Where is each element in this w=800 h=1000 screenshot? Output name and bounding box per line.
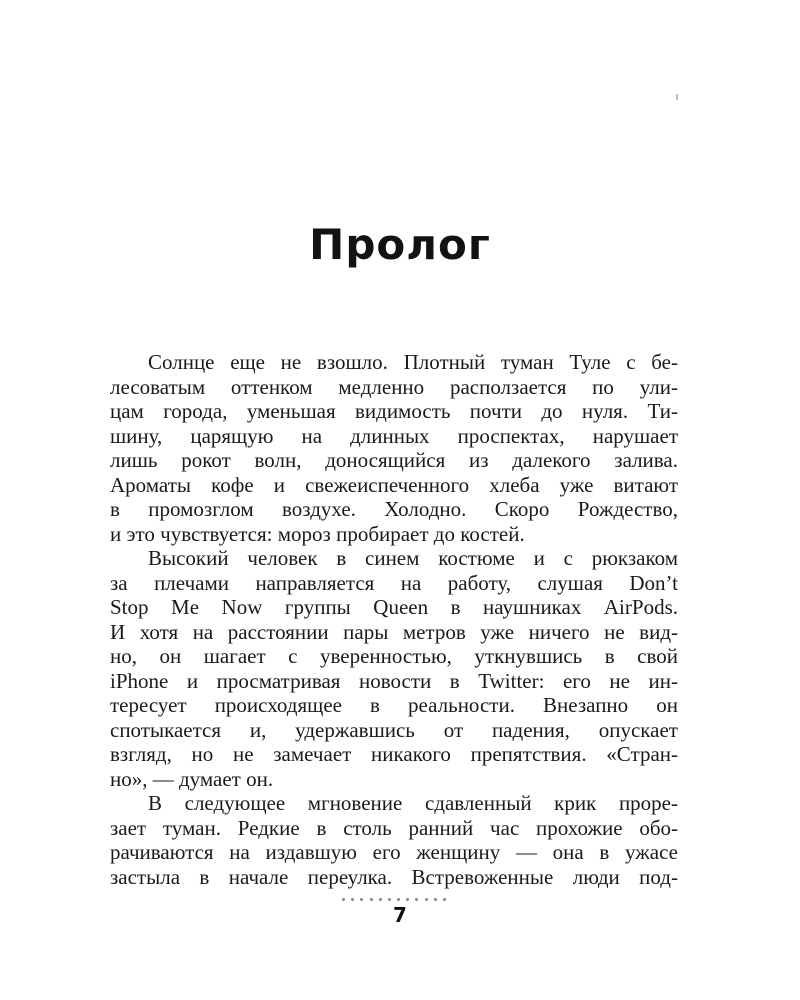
divider-dot: [397, 898, 400, 901]
divider-dot: [388, 898, 391, 901]
paragraph: [110, 546, 678, 791]
chapter-body: [110, 350, 678, 889]
text-line: шину, царящую на длинных проспектах, нарушает: [110, 423, 678, 448]
text-line: Stop Me Now группы Queen в наушниках AirPods.: [110, 595, 678, 619]
chapter-title: Пролог: [309, 220, 491, 269]
text-line: рачиваются на издавшую его женщину — она в ужасе: [110, 840, 678, 864]
divider-dot: [379, 898, 382, 901]
divider-dot: [370, 898, 373, 901]
text-line: И хотя на расстоянии пары метров уже ничего не вид-: [110, 619, 678, 644]
text-line: лишь рокот волн, доносящийся из далекого залива.: [110, 448, 678, 472]
divider-dot: [443, 898, 446, 901]
text-line: и это чувствуется: мороз пробирает до костей.: [110, 521, 525, 546]
text-line: зает туман. Редкие в столь ранний час прохожие обо-: [110, 815, 678, 840]
text-line: за плечами направляется на работу, слушая Don’t: [110, 570, 678, 595]
page-number: 7: [393, 903, 407, 927]
text-line: Высокий человек в синем костюме и с рюкзаком: [148, 546, 678, 570]
text-line: тересует происходящее в реальности. Внезапно он: [110, 693, 678, 717]
text-line: взгляд, но не замечает никакого препятствия. «Стран-: [110, 742, 678, 766]
text-line: Ароматы кофе и свежеиспеченного хлеба уже витают: [110, 472, 678, 497]
divider-dot: [434, 898, 437, 901]
text-line: в промозглом воздухе. Холодно. Скоро Рождество,: [110, 497, 678, 521]
text-line: Солнце еще не взошло. Плотный туман Туле с бе-: [148, 350, 678, 374]
text-line: но, он шагает с уверенностью, уткнувшись в свой: [110, 644, 678, 668]
divider-dot: [425, 898, 428, 901]
divider-dot: [351, 898, 354, 901]
text-line: спотыкается и, удержавшись от падения, опускает: [110, 717, 678, 742]
scan-speck: [676, 94, 678, 100]
footer-dot-divider: [342, 898, 446, 902]
paragraph: [110, 350, 678, 546]
divider-dot: [360, 898, 363, 901]
text-line: В следующее мгновение сдавленный крик проре-: [148, 791, 678, 815]
paragraph: [110, 791, 678, 889]
divider-dot: [342, 898, 345, 901]
text-line: цам города, уменьшая видимость почти до нуля. Ти-: [110, 399, 678, 423]
divider-dot: [406, 898, 409, 901]
text-line: iPhone и просматривая новости в Twitter: его не ин-: [110, 668, 678, 693]
divider-dot: [415, 898, 418, 901]
text-line: застыла в начале переулка. Встревоженные люди под-: [110, 864, 678, 889]
text-line: но», — думает он.: [110, 766, 274, 791]
text-line: лесоватым оттенком медленно расползается по ули-: [110, 374, 678, 399]
